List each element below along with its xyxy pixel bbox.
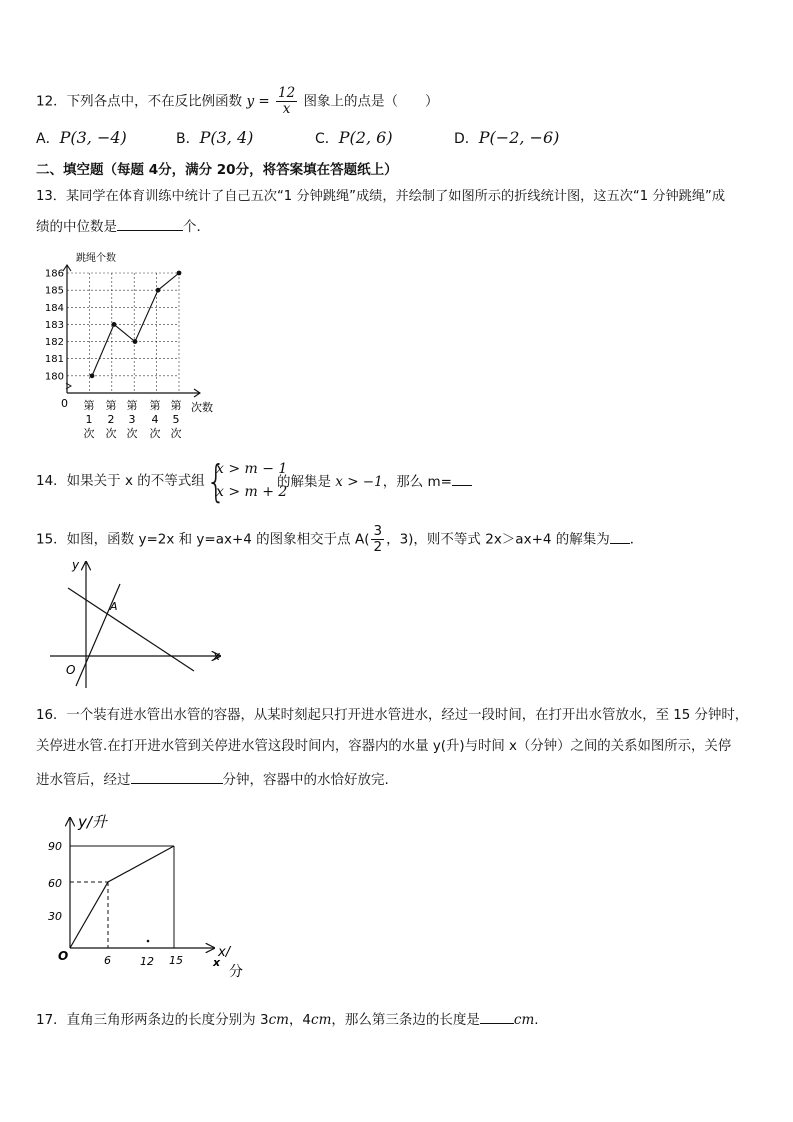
option-label: C． bbox=[315, 131, 339, 147]
y-tick-label: 186 bbox=[44, 268, 64, 280]
q16-xtick-12: 12 bbox=[140, 955, 154, 968]
q17-prefix: 17．直角三角形两条边的长度分别为 3 bbox=[36, 1012, 269, 1028]
x-tick-label: 第 bbox=[170, 399, 182, 412]
q15-graph bbox=[48, 556, 228, 691]
q15-suffix: ，3)，则不等式 2x＞ax+4 的解集为 bbox=[386, 531, 610, 548]
jump-rope-chart bbox=[40, 248, 230, 443]
q12-fraction bbox=[276, 86, 297, 117]
q12-option-a bbox=[36, 128, 127, 149]
x-tick-label: 次 bbox=[170, 427, 182, 440]
option-label: D． bbox=[454, 131, 479, 147]
q16-line3-end: 分钟，容器中的水恰好放完. bbox=[222, 772, 389, 788]
answer-blank[interactable] bbox=[131, 769, 223, 784]
y-tick-label: 180 bbox=[44, 371, 64, 383]
data-point bbox=[133, 339, 138, 344]
q14-rest bbox=[277, 471, 472, 492]
question-15 bbox=[36, 524, 643, 555]
answer-blank[interactable] bbox=[480, 1009, 514, 1024]
q15-num: 3 bbox=[373, 523, 383, 539]
answer-blank[interactable] bbox=[117, 216, 183, 231]
q14-solution: x > −1 bbox=[335, 474, 383, 490]
q17-mid: ，4 bbox=[288, 1012, 312, 1028]
q16-x-tick-x: x bbox=[213, 956, 221, 969]
q16-ytick-30: 30 bbox=[48, 910, 62, 923]
x-tick-label: 2 bbox=[107, 413, 115, 426]
chart-y-ticks bbox=[45, 269, 64, 383]
chart-ylabel: 跳绳个数 bbox=[76, 253, 116, 264]
q17-end: . bbox=[534, 1012, 539, 1028]
q12-prefix: 12．下列各点中，不在反比例函数 bbox=[36, 93, 243, 110]
chart-axes bbox=[63, 265, 200, 397]
question-12 bbox=[36, 86, 439, 117]
q14-brace: { bbox=[206, 456, 226, 507]
data-point bbox=[112, 322, 117, 327]
question-17 bbox=[36, 1009, 539, 1030]
x-tick-label: 第 bbox=[105, 399, 117, 412]
q17-unit1: cm bbox=[268, 1012, 289, 1028]
q14-middle: 的解集是 bbox=[277, 474, 331, 490]
q15-den: 2 bbox=[373, 539, 383, 555]
q15-end: ． bbox=[629, 531, 644, 548]
option-text: P(3, 4) bbox=[199, 128, 254, 147]
x-tick-label: 1 bbox=[85, 413, 93, 426]
q16-ytick-60: 60 bbox=[48, 877, 62, 890]
q17-suffix: ，那么第三条边的长度是 bbox=[331, 1012, 480, 1028]
q13-line1: 13．某同学在体育训练中统计了自己五次“1 分钟跳绳”成绩，并绘制了如图所示的折线统计图，这五次“1 分钟跳绳”成 bbox=[36, 189, 726, 204]
q16-origin: O bbox=[58, 949, 69, 963]
q16-x-unit: 分 bbox=[229, 964, 243, 980]
q16-ytick-90: 90 bbox=[48, 840, 62, 853]
data-point bbox=[156, 288, 161, 293]
y-tick-label: 181 bbox=[44, 354, 64, 366]
q15-point-a: A bbox=[110, 600, 118, 613]
chart-xlabel: 次数 bbox=[191, 401, 213, 414]
q15-y-label: y bbox=[72, 558, 80, 572]
x-tick-label: 第 bbox=[83, 399, 95, 412]
q12-suffix: 图象上的点是（ ） bbox=[303, 93, 439, 110]
y-tick-label: 182 bbox=[44, 337, 64, 349]
option-text: P(−2, −6) bbox=[478, 128, 560, 147]
dot-mark bbox=[147, 940, 150, 943]
data-point bbox=[90, 373, 95, 378]
q14-ineq2: x > m + 2 bbox=[216, 484, 288, 500]
q12-option-c bbox=[315, 128, 393, 149]
q15-origin: O bbox=[66, 663, 76, 677]
answer-blank[interactable] bbox=[610, 529, 630, 544]
x-tick-label: 次 bbox=[83, 427, 95, 440]
section-2-title: 二、填空题（每题 4分，满分 20分，将答案填在答题纸上） bbox=[36, 162, 398, 178]
x-tick-label: 5 bbox=[172, 413, 180, 426]
option-label: B． bbox=[176, 131, 200, 147]
x-tick-label: 次 bbox=[105, 427, 117, 440]
data-point bbox=[177, 271, 182, 276]
q13-line2-end: 个． bbox=[183, 219, 210, 235]
q12-fraction-den: x bbox=[282, 101, 291, 117]
y-tick-label: 185 bbox=[44, 285, 64, 297]
q13-line2-text: 绩的中位数是 bbox=[36, 219, 117, 235]
x-tick-label: 次 bbox=[149, 427, 161, 440]
y-tick-label: 184 bbox=[44, 302, 64, 314]
q12-fraction-num: 12 bbox=[278, 85, 296, 101]
q16-xtick-15: 15 bbox=[169, 954, 183, 967]
option-text: P(3, −4) bbox=[59, 128, 127, 147]
answer-blank[interactable] bbox=[452, 471, 472, 486]
q16-x-label: x/ bbox=[218, 945, 231, 960]
q12-option-d bbox=[454, 128, 559, 149]
q15-prefix: 15．如图，函数 y=2x 和 y=ax+4 的图象相交于点 A( bbox=[36, 531, 370, 548]
q12-y-eq: y = bbox=[246, 93, 270, 110]
q14-suffix: ，那么 m= bbox=[382, 474, 452, 490]
chart-grid bbox=[67, 273, 179, 393]
q16-line3 bbox=[36, 769, 389, 790]
x-tick-label: 3 bbox=[128, 413, 136, 426]
q16-y-label: y/升 bbox=[78, 813, 107, 831]
q17-unit3: cm bbox=[513, 1012, 535, 1028]
option-label: A． bbox=[36, 131, 60, 147]
y-tick-label: 183 bbox=[44, 319, 64, 331]
chart-origin: 0 bbox=[61, 397, 68, 410]
q13-line2 bbox=[36, 216, 210, 237]
q14-prefix: 14．如果关于 x 的不等式组 bbox=[36, 473, 205, 489]
q12-option-b bbox=[176, 128, 253, 149]
q16-line2: 关停进水管.在打开进水管到关停进水管这段时间内，容器内的水量 y(升)与时间 x（分钟）之间的关系如图所示，关停 bbox=[36, 739, 732, 754]
q16-xtick-6: 6 bbox=[104, 954, 111, 967]
q15-x-label: x bbox=[213, 649, 221, 663]
chart-x-ticks bbox=[84, 399, 182, 440]
x-tick-label: 第 bbox=[126, 399, 138, 412]
q16-line3-text: 进水管后，经过 bbox=[36, 772, 131, 788]
x-tick-label: 次 bbox=[126, 427, 138, 440]
q16-line1: 16．一个装有进水管出水管的容器，从某时刻起只打开进水管进水，经过一段时间，在打开出水管放水，至 15 分钟时， bbox=[36, 708, 749, 723]
q16-graph bbox=[40, 808, 260, 986]
x-tick-label: 4 bbox=[151, 413, 159, 426]
x-tick-label: 第 bbox=[149, 399, 161, 412]
q15-fraction bbox=[371, 524, 384, 555]
q17-unit2: cm bbox=[311, 1012, 332, 1028]
option-text: P(2, 6) bbox=[338, 128, 393, 147]
water-level-line bbox=[70, 846, 174, 948]
q14-ineq1: x > m − 1 bbox=[216, 461, 288, 477]
line-y-ax-plus-4 bbox=[68, 588, 194, 671]
